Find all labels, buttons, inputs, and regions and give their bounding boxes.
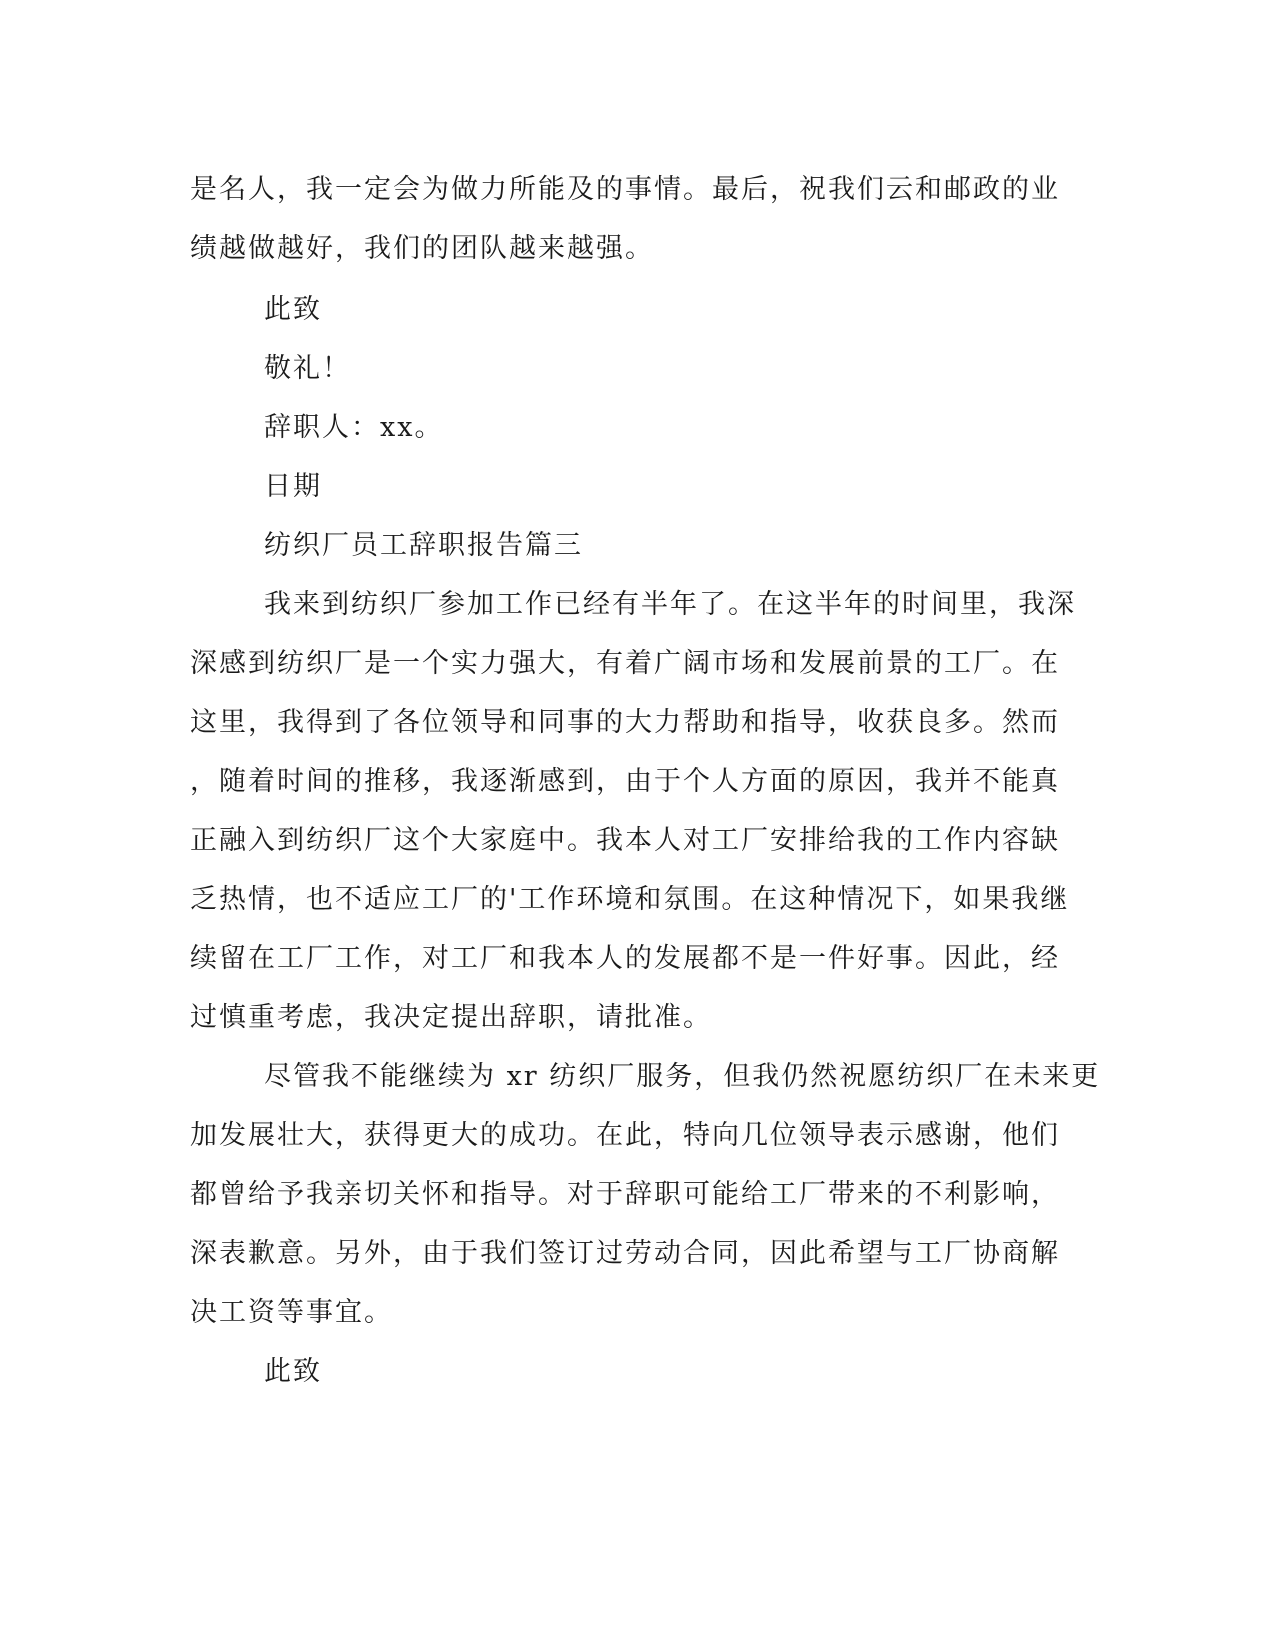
paragraph-line: 续留在工厂工作，对工厂和我本人的发展都不是一件好事。因此，经: [190, 943, 1060, 974]
paragraph-line: 决工资等事宜。: [190, 1297, 393, 1328]
paragraph-line: 正融入到纺织厂这个大家庭中。我本人对工厂安排给我的工作内容缺: [190, 825, 1060, 856]
date-line: 日期: [264, 471, 322, 502]
paragraph-line: 过慎重考虑，我决定提出辞职，请批准。: [190, 1002, 712, 1033]
paragraph-line: 都曾给予我亲切关怀和指导。对于辞职可能给工厂带来的不利影响，: [190, 1179, 1060, 1210]
paragraph-line: 这里，我得到了各位领导和同事的大力帮助和指导，收获良多。然而: [190, 707, 1060, 738]
closing-line: 此致: [264, 1356, 322, 1387]
paragraph-line: 是名人，我一定会为做力所能及的事情。最后，祝我们云和邮政的业: [190, 174, 1060, 205]
salutation-line: 敬礼！: [264, 353, 351, 384]
closing-line: 此致: [264, 294, 322, 325]
paragraph-line: 深感到纺织厂是一个实力强大，有着广阔市场和发展前景的工厂。在: [190, 648, 1060, 679]
paragraph-line: 深表歉意。另外，由于我们签订过劳动合同，因此希望与工厂协商解: [190, 1238, 1060, 1269]
paragraph-line: 绩越做越好，我们的团队越来越强。: [190, 233, 654, 264]
paragraph-line: ，随着时间的推移，我逐渐感到，由于个人方面的原因，我并不能真: [190, 766, 1060, 797]
paragraph-line: 加发展壮大，获得更大的成功。在此，特向几位领导表示感谢，他们: [190, 1120, 1060, 1151]
paragraph-line: 尽管我不能继续为 xr 纺织厂服务，但我仍然祝愿纺织厂在未来更: [264, 1061, 1101, 1092]
signature-line: 辞职人：xx。: [264, 412, 444, 443]
section-heading: 纺织厂员工辞职报告篇三: [264, 530, 583, 561]
paragraph-line: 乏热情，也不适应工厂的'工作环境和氛围。在这种情况下，如果我继: [190, 884, 1070, 915]
paragraph-line: 我来到纺织厂参加工作已经有半年了。在这半年的时间里，我深: [264, 589, 1076, 620]
